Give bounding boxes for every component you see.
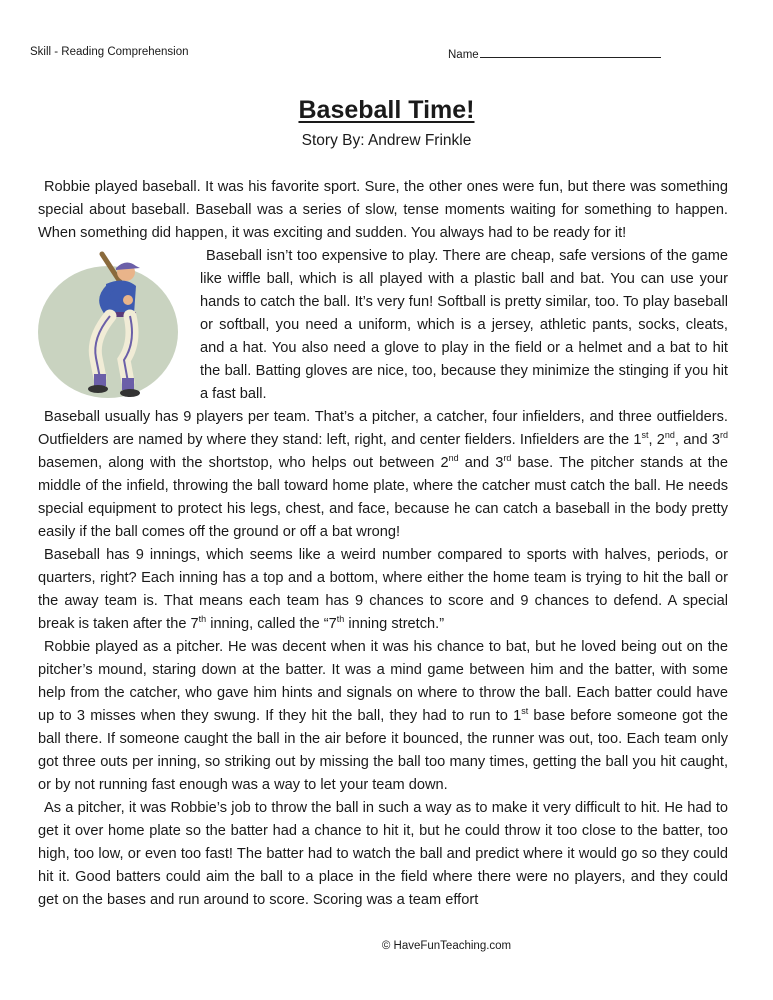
name-label: Name [448, 49, 479, 61]
paragraph-4: Baseball has 9 innings, which seems like a weird number compared to sports with halves, periods, or quarters, right? Each inning has a top and a bottom, where either the home team is trying to hit the ball or the away team is. That means each team has 9 chances to score and 9 chances to defend. A special break is taken after the 7th inning, called the “7th inning stretch.” [38, 547, 728, 632]
story-body [38, 176, 728, 912]
paragraph-2: Baseball isn’t too expensive to play. There are cheap, safe versions of the game like wiffle ball, which is all played with a plastic ball and bat. You can use your hands to catch the ball. It’s very fun! Softball is pretty similar, too. To play baseball or softball, you need a uniform, which is a jersey, athletic pants, socks, cleats, and a hat. You also need a glove to play in the field or a helmet and a bat to hit the ball. Batting gloves are nice, too, because they minimize the stinging if you hit a fast ball. [200, 248, 728, 402]
skill-label: Skill - Reading Comprehension [30, 46, 189, 58]
paragraph-1: Robbie played baseball. It was his favorite sport. Sure, the other ones were fun, but there was something special about baseball. Baseball was a series of slow, tense moments waiting for something to happen. When something did happen, it was exciting and sudden. You always had to be ready for it! [38, 179, 728, 241]
baseball-batter-icon [36, 246, 194, 406]
worksheet-header [30, 46, 743, 62]
story-byline: Story By: Andrew Frinkle [301, 132, 472, 149]
name-field[interactable] [448, 46, 661, 61]
paragraph-6: As a pitcher, it was Robbie’s job to throw the ball in such a way as to make it very difficult to hit. He had to get it over home plate so the batter had a chance to hit it, but he could throw it too close to the batter, too high, too low, or even too fast! The batter had to watch the ball and predict where it would go so they could hit it. Good batters could aim the ball to a place in the field where there were no players, and they could get on the bases and run around to score. Scoring was a team effort [38, 800, 728, 908]
copyright-footer: © HaveFunTeaching.com [381, 940, 512, 952]
paragraph-3: Baseball usually has 9 players per team. That’s a pitcher, a catcher, four infielders, and three outfielders. Outfielders are named by where they stand: left, right, and center fielders. Infielders are the 1st, 2nd, and 3rd basemen, along with the shortstop, who helps out between 2nd and 3rd base. The pitcher stands at the middle of the infield, throwing the ball toward home plate, where the catcher must catch the ball. He needs special equipment to protect his legs, chest, and face, because he can catch a baseball in the body pretty easily if the ball comes off the ground or off a bat wrong! [38, 409, 729, 540]
paragraph-5: Robbie played as a pitcher. He was decent when it was his chance to bat, but he loved being out on the pitcher’s mound, staring down at the batter. It was a mind game between him and the batter, with some help from the catcher, who gave him hints and signals on where to throw the ball. Each batter could have up to 3 misses when they swung. If they hit the ball, they had to run to 1st base before someone got the ball there. If someone caught the ball in the air before it bounced, the runner was out, too. Each team only got three outs per inning, so striking out by missing the ball too many times, getting the ball you hit caught, or by not running fast enough was a way to let your team down. [38, 639, 728, 793]
story-title: Baseball Time! [298, 96, 475, 124]
name-blank-line[interactable] [480, 46, 661, 58]
